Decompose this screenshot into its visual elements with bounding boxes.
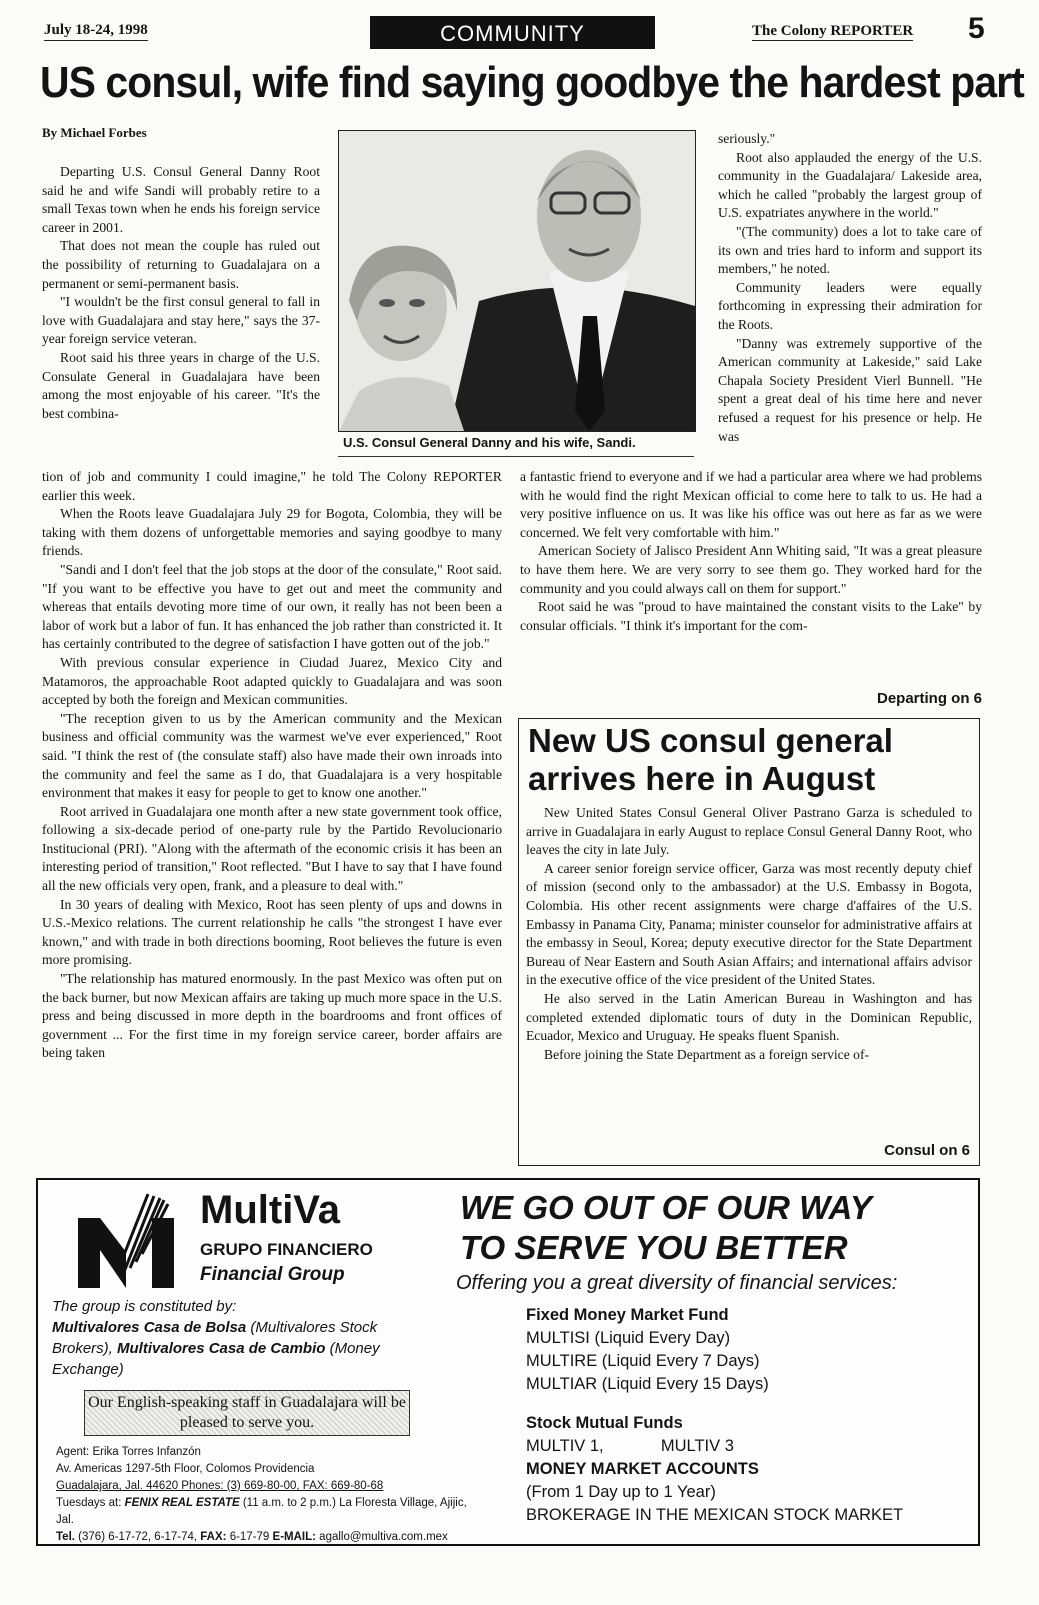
paragraph: Root said his three years in charge of the U.S. Consulate General in Guadalajara have been among the most enjoyable of his career. "It's the best combina-	[42, 349, 320, 421]
article-column-2	[42, 468, 502, 1063]
jump-line-consul[interactable]: Consul on 6	[884, 1142, 970, 1159]
fixed-fund-item: MULTISI (Liquid Every Day)	[526, 1329, 731, 1347]
sidebar-text	[526, 804, 972, 1064]
ad-brand-name: MultiVa	[200, 1188, 341, 1232]
ad-slogan	[460, 1188, 970, 1268]
paragraph: New United States Consul General Oliver Pastrano Garza is scheduled to arrive in Guadalajara in early August to replace Consul General Danny Root, who leaves the city in late July.	[526, 805, 972, 858]
article-column-1	[42, 163, 320, 423]
paragraph: Departing U.S. Consul General Danny Root said he and wife Sandi will probably retire to a small Texas town when he ends his foreign service career in 2001.	[42, 164, 320, 235]
sidebar-headline: New US consul general arrives here in August	[528, 722, 893, 797]
section-banner: COMMUNITY	[370, 16, 655, 49]
paragraph: American Society of Jalisco President Ann Whiting said, "It was a great pleasure to have them here. We are very sorry to see them go. They worked hard for the community and you could always call on them for support."	[520, 543, 982, 596]
fax: 6-17-79	[229, 1531, 270, 1543]
paragraph: Before joining the State Department as a foreign service of-	[544, 1046, 869, 1062]
fixed-fund-item: MULTIAR (Liquid Every 15 Days)	[526, 1375, 769, 1393]
article-headline: US consul, wife find saying goodbye the hardest part	[40, 58, 1024, 107]
tuesdays-line	[56, 1495, 486, 1529]
stock-fund-items	[526, 1435, 903, 1458]
caption-rule	[338, 456, 694, 457]
paragraph: "I wouldn't be the first consul general to fall in love with Guadalajara and stay here," says the 37-year foreign service veteran.	[42, 294, 320, 347]
tuesdays-label: Tuesdays at:	[56, 1497, 122, 1509]
tuesdays-place: FENIX REAL ESTATE	[124, 1497, 240, 1509]
article-column-3	[718, 130, 982, 446]
paragraph: Community leaders were equally forthcoming in expressing their admiration for the Roots.	[718, 279, 982, 332]
address-line-2: Guadalajara, Jal. 44620 Phones: (3) 669-80-00, FAX: 669-80-68	[56, 1480, 384, 1492]
ad-financial-group: Financial Group	[200, 1264, 345, 1285]
photo-caption: U.S. Consul General Danny and his wife, Sandi.	[343, 435, 636, 450]
email-label: E-MAIL:	[272, 1531, 316, 1543]
money-market-detail: (From 1 Day up to 1 Year)	[526, 1483, 716, 1501]
slogan-line-1: WE GO OUT OF OUR WAY	[460, 1189, 872, 1226]
ad-constituted	[52, 1296, 432, 1380]
couple-photo-illustration	[339, 131, 695, 431]
address-line-1: Av. Americas 1297-5th Floor, Colomos Providencia	[56, 1463, 315, 1475]
paragraph: "Danny was extremely supportive of the American community at Lakeside," said Lake Chapala Society President Vierl Bunnell. "He spent a great deal of his time here and never refused a request for his presence or help. He was	[718, 335, 982, 444]
paragraph: When the Roots leave Guadalajara July 29 for Bogota, Colombia, they will be taking with them dozens of unforgettable memories and saying goodbye to many friends.	[42, 506, 502, 559]
multiva-logo-icon	[78, 1190, 188, 1295]
constituted-label: The group is constituted by:	[52, 1298, 237, 1315]
paragraph: That does not mean the couple has ruled out the possibility of returning to Guadalajara on a permanent or semi-permanent basis.	[42, 238, 320, 291]
ad-offering: Offering you a great diversity of financial services:	[456, 1272, 898, 1294]
paragraph: "The reception given to us by the American community and the Mexican business and official community was the warmest we've ever experienced," Root said. "I think the rest of (the consulate staff) also have made their own inroads into the community and feel the same as I do, that Guadalajara is a very hospitable environment that makes it easy for people to get to know one another."	[42, 710, 502, 801]
byline: By Michael Forbes	[42, 125, 147, 140]
member-list	[52, 1317, 432, 1380]
ad-grupo: GRUPO FINANCIERO	[200, 1240, 373, 1259]
fixed-fund-title: Fixed Money Market Fund	[526, 1306, 729, 1324]
paper-name: The Colony REPORTER	[752, 23, 914, 39]
member-1: Multivalores Casa de Bolsa	[52, 1319, 247, 1336]
tel: (376) 6-17-72, 6-17-74,	[78, 1531, 198, 1543]
staff-note: Our English-speaking staff in Guadalajara will be pleased to serve you.	[84, 1390, 410, 1436]
agent: Agent: Erika Torres Infanzón	[56, 1446, 201, 1458]
email-link[interactable]: agallo@multiva.com.mex	[319, 1531, 448, 1543]
member-2: Multivalores Casa de Cambio	[117, 1340, 326, 1357]
member-1-note: (Multivalores Stock Brokers),	[52, 1319, 378, 1357]
paragraph: A career senior foreign service officer, Garza was most recently deputy chief of mission (second only to the ambassador) at the U.S. Embassy in Bogota, Colombia. His other recent assignments were charge d'affaires of the U.S. Embassy in Panama City, Panama; minister counselor for administrative affairs at the embassy in Seoul, Korea; deputy executive director for the State Department Bureau of Near Eastern and South Asian Affairs; and international affairs advisor in the executive office of the vice president of the United States.	[526, 860, 972, 988]
paragraph: In 30 years of dealing with Mexico, Root has seen plenty of ups and downs in U.S.-Mexico relations. The current relationship he calls "the strongest I have ever known," and with trade in both directions booming, Root believes the future is even more promising.	[42, 896, 502, 968]
paragraph: With previous consular experience in Ciudad Juarez, Mexico City and Matamoros, the approachable Root adapted quickly to Guadalajara and was soon accepted by both the foreign and Mexican communities.	[42, 654, 502, 708]
consul-photo	[338, 130, 696, 432]
multiv-1: MULTIV 1,	[526, 1437, 604, 1455]
paragraph: Root said he was "proud to have maintained the constant visits to the Lake" by consular officials. "I think it's important for the com-	[520, 599, 982, 633]
ad-services	[526, 1304, 903, 1527]
paragraph: "Sandi and I don't feel that the job stops at the door of the consulate," Root said. "If you want to be effective you have to get out and meet the community and whereas that entails devoting more time of our own, it really has not been been a labor of work but a labor of fun. It has enhanced the job rather than constricted it. It has certainly contributed to the degree of satisfaction I have gotten out of the job."	[42, 561, 502, 652]
page-number: 5	[968, 12, 985, 45]
paragraph: Root also applauded the energy of the U.S. community in the Guadalajara/ Lakeside area, which he called "probably the largest group of U.S. expatriates anywhere in the world."	[718, 149, 982, 221]
paragraph: a fantastic friend to everyone and if we had a particular area where we had problems with he would find the right Mexican official to come here to talk to us. He had a very positive influence on us. It was like his office was out here as far as we were concerned. We felt very comfortable with him."	[520, 469, 982, 540]
tuesdays-detail: (11 a.m. to 2 p.m.) La Floresta Village, Ajijic, Jal.	[56, 1497, 467, 1526]
money-market-title: MONEY MARKET ACCOUNTS	[526, 1460, 759, 1478]
fixed-fund-item: MULTIRE (Liquid Every 7 Days)	[526, 1352, 760, 1370]
slogan-line-2: TO SERVE YOU BETTER	[460, 1229, 848, 1266]
tel-label: Tel.	[56, 1531, 75, 1543]
paragraph: tion of job and community I could imagine," he told The Colony REPORTER earlier this week.	[42, 469, 502, 503]
ad-contact	[56, 1444, 486, 1546]
member-2-note: (Money Exchange)	[52, 1340, 380, 1378]
jump-line-departing[interactable]: Departing on 6	[876, 690, 982, 707]
paragraph: "(The community) does a lot to take care of its own and tries hard to inform and support its members," he noted.	[718, 223, 982, 277]
paragraph: seriously."	[718, 131, 776, 146]
multiv-3: MULTIV 3	[660, 1437, 734, 1455]
paragraph: "The relationship has matured enormously. In the past Mexico was often put on the back burner, but now Mexican affairs are taking up much more space in the U.S. press and being discussed in more depth in the boardrooms and front offices of government ... For the first time in my foreign service career, border affairs are being taken	[42, 971, 502, 1061]
tel-line	[56, 1529, 486, 1546]
stock-fund-title: Stock Mutual Funds	[526, 1414, 683, 1432]
paragraph: Root arrived in Guadalajara one month after a new state government took office, following a six-decade period of one-party rule by the Partido Revolucionario Institucional (PRI). "Along with the aftermath of the economic crisis it has been an interesting period of transition," Root reflected. "But I have to say that I have found all the new officials very open, frank, and a pleasure to deal with."	[42, 803, 502, 894]
brokerage: BROKERAGE IN THE MEXICAN STOCK MARKET	[526, 1506, 904, 1524]
article-column-4	[520, 468, 982, 635]
fax-label: FAX:	[200, 1531, 227, 1543]
paragraph: He also served in the Latin American Bureau in Washington and has completed extended diplomatic tours of duty in the Dominican Republic, Ecuador, Mexico and Uruguay. He speaks fluent Spanish.	[526, 990, 972, 1044]
issue-date: July 18-24, 1998	[44, 22, 148, 41]
